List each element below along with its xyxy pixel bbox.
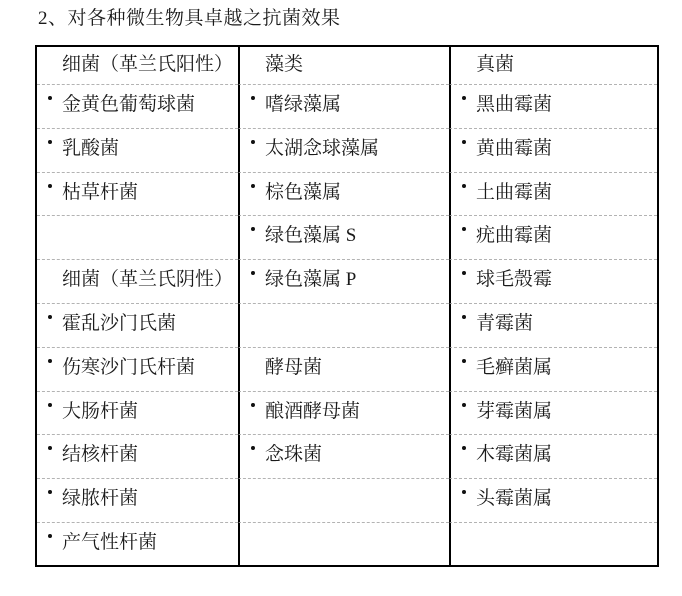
column-header	[37, 47, 238, 85]
bullet-icon	[48, 184, 52, 188]
bullet-icon	[251, 227, 255, 231]
table-cell	[238, 216, 449, 260]
cell-label: 芽霉菌属	[476, 400, 553, 422]
table-cell	[37, 260, 238, 304]
column-header-label: 细菌（革兰氏阳性）	[62, 54, 234, 75]
cell-label: 木霉菌属	[476, 444, 553, 466]
cell-label: 黄曲霉菌	[476, 137, 553, 159]
bullet-icon	[251, 184, 255, 188]
table-cell	[37, 523, 238, 567]
table-cell	[449, 129, 657, 173]
cell-label: 伤寒沙门氏杆菌	[62, 356, 196, 378]
table-cell	[238, 260, 449, 304]
table-cell	[449, 435, 657, 479]
cell-label: 黑曲霉菌	[476, 94, 553, 115]
bullet-icon	[251, 403, 255, 407]
cell-label: 绿色藻属 P	[265, 269, 357, 291]
table-cell	[449, 173, 657, 217]
table-cell	[238, 392, 449, 436]
table-cell	[449, 392, 657, 436]
bullet-icon	[48, 315, 52, 319]
cell-label: 大肠杆菌	[62, 400, 139, 422]
cell-label: 结核杆菌	[62, 444, 139, 466]
bullet-icon	[462, 227, 466, 231]
bullet-icon	[251, 140, 255, 144]
table-cell	[37, 304, 238, 348]
section-title: 2、对各种微生物具卓越之抗菌效果	[38, 8, 341, 29]
table-cell	[37, 348, 238, 392]
cell-label: 土曲霉菌	[476, 181, 553, 203]
table-cell	[238, 85, 449, 129]
bullet-icon	[48, 446, 52, 450]
bullet-icon	[462, 184, 466, 188]
table-cell	[449, 85, 657, 129]
cell-label: 霍乱沙门氏菌	[62, 312, 177, 334]
cell-label: 毛癣菌属	[476, 356, 553, 378]
cell-label: 棕色藻属	[265, 181, 342, 203]
cell-label: 酿酒酵母菌	[265, 400, 361, 422]
bullet-icon	[462, 271, 466, 275]
table-cell	[37, 216, 238, 260]
table-cell	[449, 216, 657, 260]
bullet-icon	[48, 140, 52, 144]
table-cell	[238, 435, 449, 479]
table-cell	[37, 129, 238, 173]
cell-label: 酵母菌	[265, 356, 323, 378]
bullet-icon	[462, 403, 466, 407]
bullet-icon	[462, 490, 466, 494]
bullet-icon	[462, 446, 466, 450]
cell-label: 疣曲霉菌	[476, 225, 553, 247]
bullet-icon	[251, 446, 255, 450]
cell-label: 青霉菌	[476, 312, 534, 334]
table-cell	[238, 523, 449, 567]
bullet-icon	[251, 271, 255, 275]
bullet-icon	[48, 534, 52, 538]
cell-label: 太湖念球藻属	[265, 137, 380, 159]
table-cell	[37, 479, 238, 523]
cell-label: 头霉菌属	[476, 488, 553, 510]
cell-label: 细菌（革兰氏阴性）	[62, 269, 234, 291]
bullet-icon	[251, 96, 255, 100]
cell-label: 念珠菌	[265, 444, 323, 466]
table-cell	[238, 173, 449, 217]
table-cell	[238, 304, 449, 348]
cell-label: 乳酸菌	[62, 137, 120, 159]
bullet-icon	[462, 359, 466, 363]
table-cell	[238, 348, 449, 392]
table-cell	[37, 392, 238, 436]
bullet-icon	[462, 315, 466, 319]
table-cell	[37, 85, 238, 129]
bullet-icon	[48, 403, 52, 407]
cell-label: 球毛殼霉	[476, 269, 553, 291]
table-cell	[449, 304, 657, 348]
cell-label: 绿脓杆菌	[62, 488, 139, 510]
cell-label: 枯草杆菌	[62, 181, 139, 203]
table-cell	[238, 479, 449, 523]
table-cell	[37, 435, 238, 479]
cell-label: 绿色藻属 S	[265, 225, 357, 247]
column-header-label: 藻类	[265, 54, 304, 75]
cell-label: 嗜绿藻属	[265, 94, 342, 115]
bullet-icon	[48, 490, 52, 494]
table-cell	[449, 348, 657, 392]
cell-label: 金黄色葡萄球菌	[62, 94, 196, 115]
column-header-label: 真菌	[476, 54, 515, 75]
bullet-icon	[462, 96, 466, 100]
column-header	[449, 47, 657, 85]
microbe-table	[35, 45, 659, 567]
table-cell	[449, 479, 657, 523]
bullet-icon	[462, 140, 466, 144]
column-header	[238, 47, 449, 85]
table-cell	[449, 523, 657, 567]
table-cell	[37, 173, 238, 217]
bullet-icon	[48, 359, 52, 363]
table-cell	[449, 260, 657, 304]
cell-label: 产气性杆菌	[62, 531, 158, 553]
bullet-icon	[48, 96, 52, 100]
table-cell	[238, 129, 449, 173]
